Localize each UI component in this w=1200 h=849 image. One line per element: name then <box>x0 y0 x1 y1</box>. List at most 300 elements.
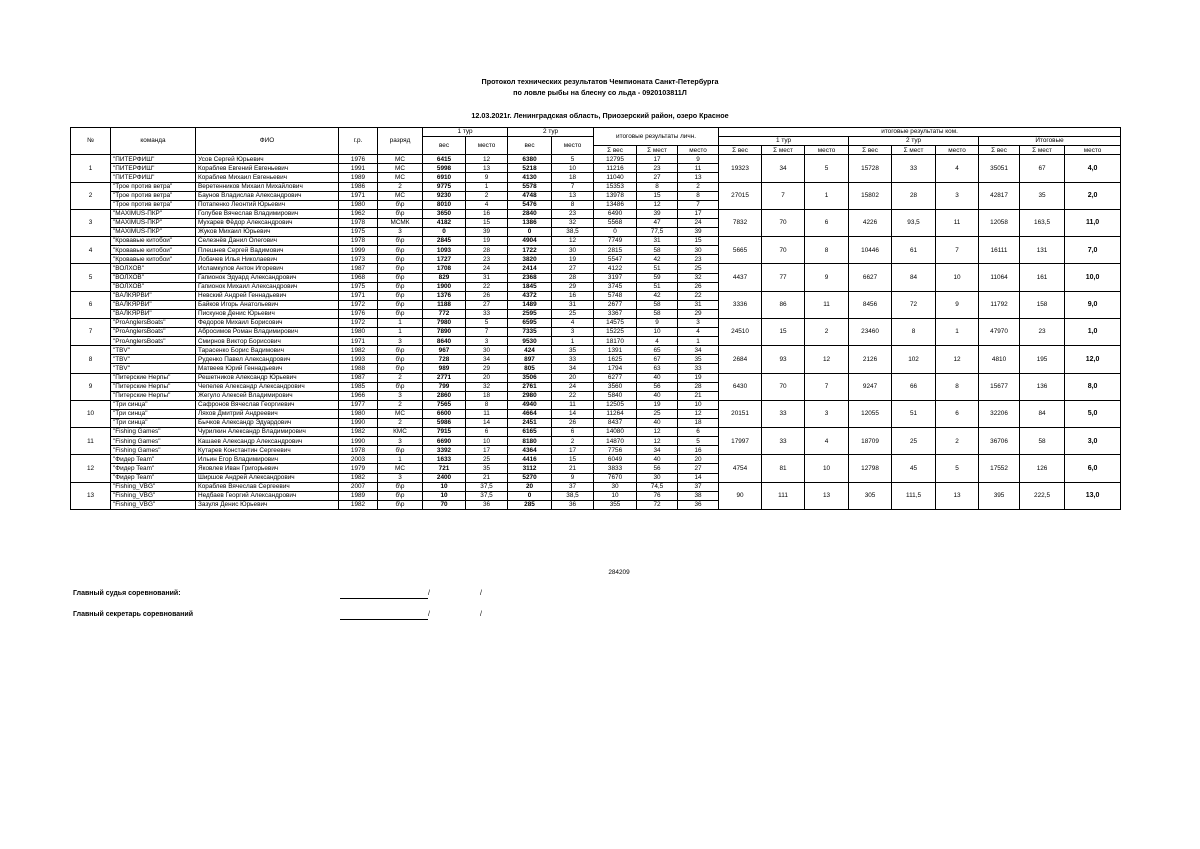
personal-sum-places: 58 <box>637 309 678 318</box>
rank: б\р <box>378 446 423 455</box>
personal-sum-places: 12 <box>637 428 678 437</box>
team-name: "TBV" <box>111 346 196 355</box>
team-total-sum-places: 195 <box>1020 346 1065 373</box>
tour1-place: 31 <box>466 273 508 282</box>
personal-place: 10 <box>678 400 719 409</box>
personal-sum-places: 58 <box>637 246 678 255</box>
rank: б\р <box>378 300 423 309</box>
athlete-name: Сафронов Вячеслав Георгиевич <box>196 400 339 409</box>
team-total-sum-weight: 42817 <box>979 182 1020 209</box>
team-number: 11 <box>71 428 111 455</box>
tour2-place: 29 <box>552 282 594 291</box>
athlete-name: Веретенников Михаил Михайлович <box>196 182 339 191</box>
tour2-place: 35 <box>552 346 594 355</box>
tour2-place: 7 <box>552 182 594 191</box>
tour1-weight: 10 <box>423 491 466 500</box>
tour1-place: 25 <box>466 455 508 464</box>
personal-sum-places: 25 <box>637 409 678 418</box>
birth-year: 1975 <box>339 228 378 237</box>
personal-place: 20 <box>678 455 719 464</box>
tour2-place: 2 <box>552 437 594 446</box>
personal-sum-places: 23 <box>637 164 678 173</box>
tour2-place: 38,5 <box>552 491 594 500</box>
tour1-place: 28 <box>466 246 508 255</box>
team-t2-place: 6 <box>936 400 979 427</box>
personal-place: 31 <box>678 300 719 309</box>
tour2-place: 11 <box>552 400 594 409</box>
team-t2-place: 9 <box>936 291 979 318</box>
tour1-weight: 9230 <box>423 191 466 200</box>
birth-year: 1990 <box>339 419 378 428</box>
tour2-place: 5 <box>552 155 594 164</box>
secretary-label: Главный секретарь соревнований <box>73 611 194 618</box>
personal-sum-places: 65 <box>637 346 678 355</box>
team-t1-sum-places: 70 <box>762 237 805 264</box>
tour2-place: 28 <box>552 273 594 282</box>
athlete-name: Баунов Владислав Александрович <box>196 191 339 200</box>
tour1-place: 29 <box>466 364 508 373</box>
rank: 3 <box>378 391 423 400</box>
birth-year: 1993 <box>339 355 378 364</box>
tour2-weight: 5218 <box>508 164 552 173</box>
tour2-place: 24 <box>552 382 594 391</box>
team-t2-sum-weight: 305 <box>849 482 892 509</box>
table-row <box>71 182 1121 191</box>
team-name: "ВОЛХОВ" <box>111 282 196 291</box>
team-name: "ПИТЕРФИШ" <box>111 155 196 164</box>
team-t1-sum-weight: 17997 <box>719 428 762 455</box>
tour2-place: 17 <box>552 446 594 455</box>
rank: 3 <box>378 337 423 346</box>
team-t1-sum-places: 33 <box>762 400 805 427</box>
personal-sum-places: 31 <box>637 237 678 246</box>
personal-place: 24 <box>678 218 719 227</box>
personal-sum-places: 30 <box>637 473 678 482</box>
rank: МС <box>378 409 423 418</box>
personal-sum-places: 27 <box>637 173 678 182</box>
personal-sum-places: 39 <box>637 209 678 218</box>
team-total-sum-places: 84 <box>1020 400 1065 427</box>
team-t2-place: 12 <box>936 346 979 373</box>
tour1-weight: 9775 <box>423 182 466 191</box>
tour2-place: 21 <box>552 464 594 473</box>
personal-sum-places: 10 <box>637 328 678 337</box>
team-final-place: 7,0 <box>1065 237 1121 264</box>
table-body <box>71 155 1121 510</box>
birth-year: 1989 <box>339 173 378 182</box>
tour2-place: 20 <box>552 373 594 382</box>
personal-place: 5 <box>678 437 719 446</box>
personal-sum-places: 59 <box>637 273 678 282</box>
secretary-signature-line[interactable] <box>340 619 428 620</box>
col-team-results: итоговые результаты ком. <box>719 128 1121 137</box>
tour1-place: 7 <box>466 328 508 337</box>
personal-sum-places: 51 <box>637 282 678 291</box>
team-name: "ПИТЕРФИШ" <box>111 164 196 173</box>
tour2-weight: 20 <box>508 482 552 491</box>
tour2-weight: 3506 <box>508 373 552 382</box>
rank: б\р <box>378 482 423 491</box>
tour1-place: 33 <box>466 309 508 318</box>
tour2-place: 33 <box>552 355 594 364</box>
team-total-sum-weight: 15677 <box>979 373 1020 400</box>
rank: б\р <box>378 491 423 500</box>
tour2-weight: 2451 <box>508 419 552 428</box>
personal-sum-weight: 12795 <box>594 155 637 164</box>
personal-sum-weight: 1625 <box>594 355 637 364</box>
personal-sum-weight: 14575 <box>594 318 637 327</box>
title-line-2: по ловле рыбы на блесну со льда - 0920103811Л <box>513 88 687 97</box>
team-number: 6 <box>71 291 111 318</box>
col-team-t1-sum-weight: Σ вес <box>719 146 762 155</box>
team-t2-place: 7 <box>936 237 979 264</box>
team-name: "Питерские Нерпы" <box>111 382 196 391</box>
table-row <box>71 291 1121 300</box>
tour2-place: 8 <box>552 200 594 209</box>
rank: МС <box>378 191 423 200</box>
personal-sum-weight: 7749 <box>594 237 637 246</box>
team-name: "Фидер Team" <box>111 455 196 464</box>
team-t2-sum-weight: 23460 <box>849 318 892 345</box>
tour2-place: 34 <box>552 364 594 373</box>
tour2-weight: 5270 <box>508 473 552 482</box>
personal-place: 37 <box>678 482 719 491</box>
birth-year: 1979 <box>339 464 378 473</box>
personal-sum-places: 67 <box>637 355 678 364</box>
team-t1-sum-places: 70 <box>762 209 805 236</box>
personal-sum-weight: 6049 <box>594 455 637 464</box>
birth-year: 1980 <box>339 328 378 337</box>
team-name: "Фидер Team" <box>111 464 196 473</box>
table-row <box>71 264 1121 273</box>
tour1-place: 17 <box>466 446 508 455</box>
personal-sum-places: 40 <box>637 373 678 382</box>
personal-sum-places: 51 <box>637 264 678 273</box>
athlete-name: Недбаев Георгий Александрович <box>196 491 339 500</box>
team-name: "MAXIMUS-ПКР" <box>111 218 196 227</box>
col-num: № <box>71 128 111 155</box>
birth-year: 1980 <box>339 200 378 209</box>
team-total-sum-places: 58 <box>1020 428 1065 455</box>
birth-year: 2003 <box>339 455 378 464</box>
team-t1-place: 2 <box>805 318 849 345</box>
team-t1-sum-weight: 27015 <box>719 182 762 209</box>
tour1-weight: 772 <box>423 309 466 318</box>
tour1-place: 5 <box>466 318 508 327</box>
personal-sum-places: 12 <box>637 437 678 446</box>
rank: КМС <box>378 428 423 437</box>
team-t2-place: 11 <box>936 209 979 236</box>
tour2-place: 3 <box>552 328 594 337</box>
title-line-1: Протокол технических результатов Чемпионата Санкт-Петербурга <box>481 77 719 86</box>
table-row <box>71 318 1121 327</box>
athlete-name: Кутарев Константин Сергеевич <box>196 446 339 455</box>
tour2-place: 32 <box>552 218 594 227</box>
tour2-weight: 805 <box>508 364 552 373</box>
col-tour1: 1 тур <box>423 128 508 137</box>
tour2-weight: 4364 <box>508 446 552 455</box>
team-total-sum-weight: 35051 <box>979 155 1020 182</box>
birth-year: 1982 <box>339 428 378 437</box>
rank: МС <box>378 173 423 182</box>
tour1-weight: 2400 <box>423 473 466 482</box>
rank: б\р <box>378 237 423 246</box>
tour1-weight: 7915 <box>423 428 466 437</box>
tour1-place: 1 <box>466 182 508 191</box>
team-t1-sum-weight: 7832 <box>719 209 762 236</box>
tour1-weight: 721 <box>423 464 466 473</box>
team-name: "ВАЛКЯРВИ" <box>111 291 196 300</box>
personal-place: 1 <box>678 337 719 346</box>
rank: б\р <box>378 309 423 318</box>
personal-place: 13 <box>678 173 719 182</box>
personal-sum-weight: 3367 <box>594 309 637 318</box>
rank: 2 <box>378 400 423 409</box>
rank: 3 <box>378 228 423 237</box>
col-team-t1-sum-places: Σ мест <box>762 146 805 155</box>
birth-year: 2007 <box>339 482 378 491</box>
tour1-weight: 2771 <box>423 373 466 382</box>
personal-sum-weight: 13486 <box>594 200 637 209</box>
team-total-sum-weight: 4810 <box>979 346 1020 373</box>
team-total-sum-places: 35 <box>1020 182 1065 209</box>
team-name: "Три синца" <box>111 419 196 428</box>
tour1-weight: 8010 <box>423 200 466 209</box>
personal-place: 19 <box>678 373 719 382</box>
team-number: 8 <box>71 346 111 373</box>
birth-year: 1990 <box>339 437 378 446</box>
team-name: "Fishing_VBG" <box>111 482 196 491</box>
team-t1-place: 4 <box>805 428 849 455</box>
personal-sum-weight: 30 <box>594 482 637 491</box>
team-t2-sum-weight: 4226 <box>849 209 892 236</box>
team-t1-sum-places: 111 <box>762 482 805 509</box>
team-total-sum-weight: 16111 <box>979 237 1020 264</box>
col-fio: ФИО <box>196 128 339 155</box>
team-total-sum-places: 126 <box>1020 455 1065 482</box>
team-total-sum-places: 23 <box>1020 318 1065 345</box>
col-team-t1-place: место <box>805 146 849 155</box>
tour1-place: 2 <box>466 191 508 200</box>
tour2-weight: 4748 <box>508 191 552 200</box>
team-t2-sum-weight: 10446 <box>849 237 892 264</box>
rank: б\р <box>378 209 423 218</box>
team-name: "ВАЛКЯРВИ" <box>111 309 196 318</box>
team-t2-sum-weight: 8456 <box>849 291 892 318</box>
personal-sum-places: 72 <box>637 500 678 509</box>
team-name: "ProAnglersBoats" <box>111 318 196 327</box>
tour1-weight: 3650 <box>423 209 466 218</box>
tour1-place: 12 <box>466 155 508 164</box>
birth-year: 1991 <box>339 164 378 173</box>
secretary-slash-2: / <box>480 611 482 618</box>
col-personal-sum-weight: Σ вес <box>594 146 637 155</box>
tour1-place: 37,5 <box>466 491 508 500</box>
birth-year: 1972 <box>339 300 378 309</box>
tour2-place: 9 <box>552 473 594 482</box>
team-name: "Кровавые китобои" <box>111 255 196 264</box>
athlete-name: Жегуло Алексей Владимирович <box>196 391 339 400</box>
team-t2-sum-places: 33 <box>892 155 936 182</box>
tour2-weight: 5476 <box>508 200 552 209</box>
rank: б\р <box>378 255 423 264</box>
tour2-weight: 2368 <box>508 273 552 282</box>
tour2-weight: 897 <box>508 355 552 364</box>
judge-slash-1: / <box>428 590 430 597</box>
tour2-weight: 4130 <box>508 173 552 182</box>
team-name: "Трое против ветра" <box>111 200 196 209</box>
personal-place: 18 <box>678 419 719 428</box>
athlete-name: Кораблев Михаил Евгеньевич <box>196 173 339 182</box>
birth-year: 1973 <box>339 255 378 264</box>
team-total-sum-weight: 12058 <box>979 209 1020 236</box>
tour1-place: 6 <box>466 428 508 437</box>
personal-sum-weight: 0 <box>594 228 637 237</box>
team-final-place: 2,0 <box>1065 182 1121 209</box>
tour2-weight: 1845 <box>508 282 552 291</box>
personal-sum-places: 76 <box>637 491 678 500</box>
team-t2-sum-weight: 15728 <box>849 155 892 182</box>
table-row <box>71 400 1121 409</box>
tour1-place: 16 <box>466 209 508 218</box>
tour2-weight: 9530 <box>508 337 552 346</box>
tour2-weight: 2595 <box>508 309 552 318</box>
team-t2-sum-places: 28 <box>892 182 936 209</box>
team-t1-sum-weight: 4754 <box>719 455 762 482</box>
team-name: "Питерские Нерпы" <box>111 373 196 382</box>
team-name: "Fishing Games" <box>111 428 196 437</box>
table-row <box>71 455 1121 464</box>
judge-signature-line[interactable] <box>340 598 428 599</box>
tour2-weight: 4416 <box>508 455 552 464</box>
tour1-weight: 6600 <box>423 409 466 418</box>
birth-year: 1986 <box>339 182 378 191</box>
team-name: "TBV" <box>111 364 196 373</box>
tour2-place: 36 <box>552 500 594 509</box>
tour1-place: 14 <box>466 419 508 428</box>
birth-year: 1971 <box>339 291 378 300</box>
personal-sum-places: 15 <box>637 191 678 200</box>
rank: 2 <box>378 373 423 382</box>
tour2-place: 19 <box>552 255 594 264</box>
tour2-place: 38,5 <box>552 228 594 237</box>
athlete-name: Ильин Егор Владимирович <box>196 455 339 464</box>
birth-year: 1978 <box>339 237 378 246</box>
col-t1-place: место <box>466 137 508 155</box>
rank: б\р <box>378 273 423 282</box>
team-t2-sum-places: 25 <box>892 428 936 455</box>
team-total-sum-places: 131 <box>1020 237 1065 264</box>
rank: б\р <box>378 246 423 255</box>
team-t1-sum-weight: 20151 <box>719 400 762 427</box>
personal-sum-weight: 3745 <box>594 282 637 291</box>
athlete-name: Матвеев Юрий Геннадьевич <box>196 364 339 373</box>
personal-sum-places: 42 <box>637 255 678 264</box>
rank: б\р <box>378 200 423 209</box>
tour1-place: 18 <box>466 391 508 400</box>
team-name: "Трое против ветра" <box>111 182 196 191</box>
team-t1-place: 3 <box>805 400 849 427</box>
rank: б\р <box>378 355 423 364</box>
col-t1-weight: вес <box>423 137 466 155</box>
team-t2-sum-places: 45 <box>892 455 936 482</box>
birth-year: 1975 <box>339 282 378 291</box>
tour2-place: 31 <box>552 300 594 309</box>
personal-place: 15 <box>678 237 719 246</box>
tour1-weight: 0 <box>423 228 466 237</box>
tour2-weight: 4372 <box>508 291 552 300</box>
team-name: "ВАЛКЯРВИ" <box>111 300 196 309</box>
team-t2-place: 3 <box>936 182 979 209</box>
rank: 1 <box>378 455 423 464</box>
personal-sum-weight: 12505 <box>594 400 637 409</box>
tour1-weight: 989 <box>423 364 466 373</box>
personal-place: 2 <box>678 182 719 191</box>
team-t1-sum-weight: 19323 <box>719 155 762 182</box>
personal-sum-weight: 8437 <box>594 419 637 428</box>
tour2-weight: 2840 <box>508 209 552 218</box>
personal-place: 36 <box>678 500 719 509</box>
personal-sum-places: 40 <box>637 455 678 464</box>
tour2-weight: 0 <box>508 228 552 237</box>
personal-sum-places: 74,5 <box>637 482 678 491</box>
personal-place: 11 <box>678 164 719 173</box>
tour1-place: 15 <box>466 218 508 227</box>
tour2-weight: 424 <box>508 346 552 355</box>
tour1-place: 36 <box>466 500 508 509</box>
athlete-name: Голубев Вячеслав Владимирович <box>196 209 339 218</box>
personal-place: 34 <box>678 346 719 355</box>
team-number: 9 <box>71 373 111 400</box>
tour1-place: 23 <box>466 255 508 264</box>
team-t1-sum-weight: 3336 <box>719 291 762 318</box>
athlete-name: Чурилкин Александр Владимирович <box>196 428 339 437</box>
team-t2-sum-places: 8 <box>892 318 936 345</box>
athlete-name: Гапионок Михаил Александрович <box>196 282 339 291</box>
athlete-name: Байков Игорь Анатольевич <box>196 300 339 309</box>
personal-sum-weight: 13978 <box>594 191 637 200</box>
document-title <box>0 76 1200 121</box>
tour2-place: 1 <box>552 337 594 346</box>
personal-sum-weight: 1391 <box>594 346 637 355</box>
personal-place: 33 <box>678 364 719 373</box>
tour1-weight: 1633 <box>423 455 466 464</box>
personal-sum-weight: 5568 <box>594 218 637 227</box>
personal-place: 9 <box>678 155 719 164</box>
team-name: "Трое против ветра" <box>111 191 196 200</box>
birth-year: 1988 <box>339 364 378 373</box>
team-total-sum-weight: 11064 <box>979 264 1020 291</box>
tour1-weight: 1376 <box>423 291 466 300</box>
table-row <box>71 155 1121 164</box>
team-t2-sum-places: 61 <box>892 237 936 264</box>
team-name: "Питерские Нерпы" <box>111 391 196 400</box>
tour2-weight: 1489 <box>508 300 552 309</box>
team-t1-place: 10 <box>805 455 849 482</box>
athlete-name: Решетников Александр Юрьевич <box>196 373 339 382</box>
team-t2-sum-weight: 9247 <box>849 373 892 400</box>
tour2-place: 25 <box>552 309 594 318</box>
team-name: "Fishing Games" <box>111 446 196 455</box>
tour2-weight: 2761 <box>508 382 552 391</box>
tour1-weight: 2860 <box>423 391 466 400</box>
team-number: 13 <box>71 482 111 509</box>
judge-slash-2: / <box>480 590 482 597</box>
team-t1-place: 12 <box>805 346 849 373</box>
tour2-weight: 285 <box>508 500 552 509</box>
athlete-name: Жуков Михаил Юрьевич <box>196 228 339 237</box>
birth-year: 1977 <box>339 400 378 409</box>
